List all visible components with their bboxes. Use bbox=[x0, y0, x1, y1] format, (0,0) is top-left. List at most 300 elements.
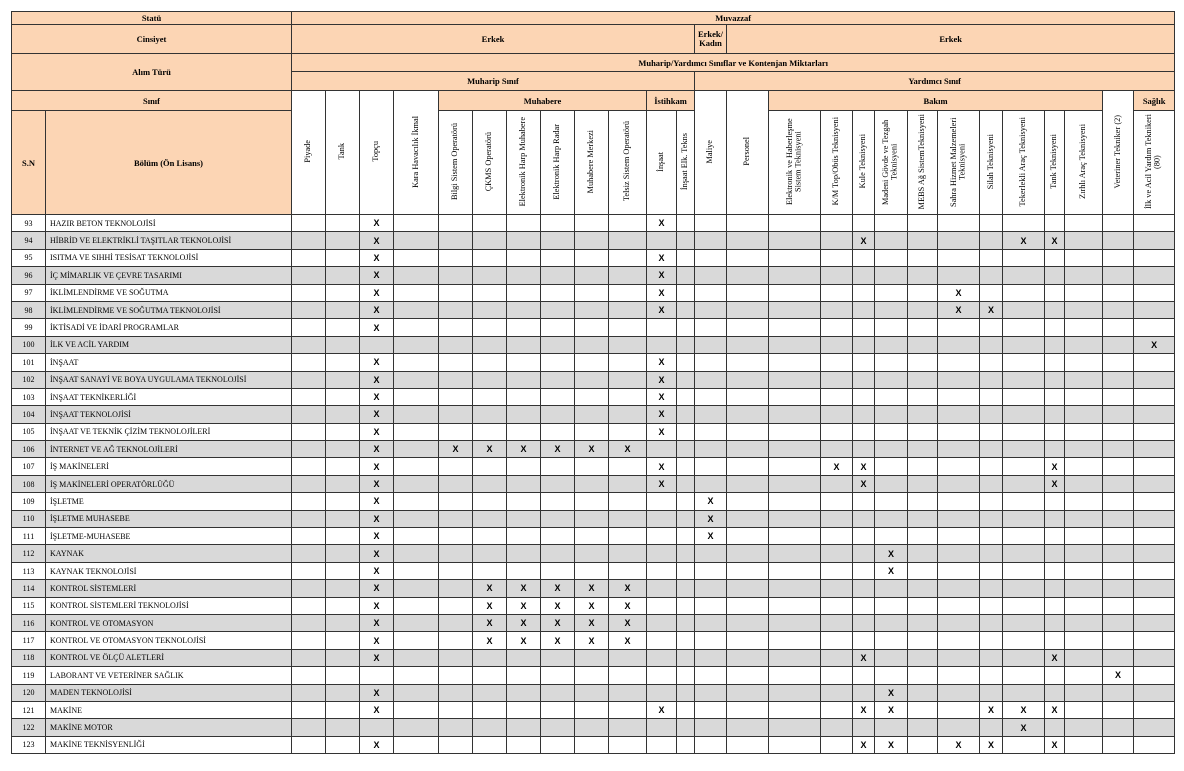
quota-cell bbox=[439, 388, 473, 405]
table-row bbox=[12, 614, 1175, 631]
quota-cell bbox=[394, 510, 439, 527]
quota-cell bbox=[938, 249, 980, 266]
col-header: İlk ve Acil Yardım Teknikeri (80) bbox=[1134, 111, 1175, 215]
quota-cell bbox=[507, 545, 541, 562]
quota-cell: X bbox=[360, 510, 394, 527]
quota-cell bbox=[609, 423, 647, 440]
quota-cell: X bbox=[1134, 336, 1175, 353]
quota-cell bbox=[394, 406, 439, 423]
quota-cell bbox=[326, 545, 360, 562]
quota-cell bbox=[908, 649, 938, 666]
quota-cell bbox=[853, 215, 875, 232]
quota-cell bbox=[875, 336, 908, 353]
quota-cell bbox=[695, 371, 727, 388]
statu-value: Muvazzaf bbox=[292, 12, 1175, 25]
quota-cell bbox=[507, 701, 541, 718]
quota-cell bbox=[541, 701, 575, 718]
row-sn: 107 bbox=[12, 458, 46, 475]
quota-cell bbox=[908, 441, 938, 458]
quota-cell bbox=[769, 232, 821, 249]
quota-cell bbox=[677, 267, 695, 284]
quota-cell bbox=[647, 684, 677, 701]
quota-cell bbox=[875, 614, 908, 631]
quota-cell: X bbox=[360, 632, 394, 649]
sn-header: S.N bbox=[12, 111, 46, 215]
quota-cell bbox=[875, 649, 908, 666]
quota-cell bbox=[980, 580, 1003, 597]
quota-cell bbox=[821, 719, 853, 736]
quota-cell bbox=[821, 406, 853, 423]
quota-cell bbox=[1065, 301, 1103, 318]
quota-cell bbox=[1065, 232, 1103, 249]
quota-cell bbox=[575, 319, 609, 336]
quota-cell bbox=[1065, 475, 1103, 492]
quota-cell: X bbox=[541, 441, 575, 458]
quota-cell bbox=[677, 388, 695, 405]
quota-cell bbox=[1003, 284, 1045, 301]
quota-cell: X bbox=[609, 441, 647, 458]
quota-cell bbox=[439, 684, 473, 701]
quota-cell bbox=[326, 406, 360, 423]
bolum-header: Bölüm (Ön Lisans) bbox=[46, 111, 292, 215]
quota-cell bbox=[439, 232, 473, 249]
quota-cell bbox=[292, 475, 326, 492]
quota-cell bbox=[853, 284, 875, 301]
quota-cell bbox=[821, 597, 853, 614]
quota-cell bbox=[908, 545, 938, 562]
quota-cell bbox=[1003, 371, 1045, 388]
quota-cell bbox=[980, 406, 1003, 423]
quota-cell bbox=[541, 406, 575, 423]
quota-cell: X bbox=[473, 597, 507, 614]
quota-cell bbox=[980, 354, 1003, 371]
quota-cell bbox=[727, 284, 769, 301]
quota-cell bbox=[292, 441, 326, 458]
quota-cell bbox=[980, 458, 1003, 475]
quota-cell bbox=[609, 510, 647, 527]
row-department: İNŞAAT TEKNOLOJİSİ bbox=[46, 406, 292, 423]
quota-cell bbox=[394, 545, 439, 562]
quota-cell bbox=[769, 528, 821, 545]
quota-cell: X bbox=[853, 458, 875, 475]
quota-cell bbox=[1045, 319, 1065, 336]
quota-cell bbox=[677, 301, 695, 318]
quota-cell: X bbox=[1003, 701, 1045, 718]
quota-cell bbox=[853, 441, 875, 458]
table-row bbox=[12, 215, 1175, 232]
quota-cell bbox=[908, 475, 938, 492]
quota-cell bbox=[1003, 267, 1045, 284]
quota-cell: X bbox=[360, 458, 394, 475]
quota-cell: X bbox=[507, 632, 541, 649]
quota-cell: X bbox=[938, 284, 980, 301]
quota-cell bbox=[394, 354, 439, 371]
quota-cell bbox=[1134, 597, 1175, 614]
quota-cell bbox=[1103, 528, 1134, 545]
table-row bbox=[12, 441, 1175, 458]
quota-cell bbox=[575, 719, 609, 736]
quota-cell bbox=[769, 441, 821, 458]
quota-cell bbox=[769, 684, 821, 701]
quota-cell: X bbox=[360, 493, 394, 510]
table-row bbox=[12, 267, 1175, 284]
quota-cell bbox=[938, 423, 980, 440]
quota-cell bbox=[1134, 406, 1175, 423]
quota-cell: X bbox=[647, 301, 677, 318]
quota-cell bbox=[908, 354, 938, 371]
row-department: İNŞAAT VE TEKNİK ÇİZİM TEKNOLOJİLERİ bbox=[46, 423, 292, 440]
quota-cell: X bbox=[875, 684, 908, 701]
quota-cell: X bbox=[473, 614, 507, 631]
quota-cell bbox=[908, 406, 938, 423]
quota-cell: X bbox=[1003, 719, 1045, 736]
quota-cell bbox=[908, 388, 938, 405]
quota-cell bbox=[769, 510, 821, 527]
gender-erkek-kadin: Erkek/ Kadın bbox=[695, 25, 727, 54]
quota-cell bbox=[727, 371, 769, 388]
quota-cell bbox=[695, 667, 727, 684]
col-header: İnşaat Elk. Tekns bbox=[677, 111, 695, 215]
quota-cell bbox=[853, 423, 875, 440]
quota-cell bbox=[677, 528, 695, 545]
quota-cell bbox=[1134, 441, 1175, 458]
quota-cell bbox=[677, 545, 695, 562]
quota-cell: X bbox=[360, 701, 394, 718]
quota-cell: X bbox=[647, 475, 677, 492]
quota-cell bbox=[853, 632, 875, 649]
quota-cell: X bbox=[1045, 736, 1065, 753]
quota-cell bbox=[853, 667, 875, 684]
quota-cell bbox=[541, 736, 575, 753]
quota-cell bbox=[1134, 580, 1175, 597]
table-row bbox=[12, 301, 1175, 318]
quota-cell bbox=[394, 667, 439, 684]
quota-cell bbox=[677, 562, 695, 579]
quota-cell bbox=[769, 354, 821, 371]
quota-cell bbox=[541, 528, 575, 545]
quota-cell bbox=[394, 249, 439, 266]
quota-cell bbox=[507, 649, 541, 666]
quota-cell bbox=[769, 736, 821, 753]
quota-cell bbox=[507, 284, 541, 301]
table-row bbox=[12, 371, 1175, 388]
quota-cell bbox=[908, 319, 938, 336]
quota-cell bbox=[1103, 597, 1134, 614]
quota-cell bbox=[609, 649, 647, 666]
quota-cell bbox=[439, 215, 473, 232]
quota-cell bbox=[727, 649, 769, 666]
quota-cell bbox=[853, 562, 875, 579]
quota-cell bbox=[292, 736, 326, 753]
row-sn: 119 bbox=[12, 667, 46, 684]
quota-cell bbox=[292, 701, 326, 718]
quota-cell bbox=[394, 475, 439, 492]
table-row bbox=[12, 336, 1175, 353]
quota-cell bbox=[938, 267, 980, 284]
col-header: Bilgi Sistem Operatörü bbox=[439, 111, 473, 215]
quota-cell: X bbox=[575, 597, 609, 614]
quota-cell bbox=[938, 580, 980, 597]
quota-cell bbox=[507, 562, 541, 579]
quota-cell: X bbox=[1045, 232, 1065, 249]
row-department: MAKİNE bbox=[46, 701, 292, 718]
quota-cell: X bbox=[360, 371, 394, 388]
col-header: Kara Havacılık İkmal bbox=[394, 91, 439, 215]
quota-cell: X bbox=[875, 701, 908, 718]
quota-cell bbox=[769, 458, 821, 475]
quota-cell bbox=[541, 388, 575, 405]
quota-cell bbox=[541, 249, 575, 266]
quota-cell bbox=[769, 580, 821, 597]
quota-cell bbox=[875, 301, 908, 318]
quota-cell bbox=[439, 371, 473, 388]
quota-cell bbox=[394, 441, 439, 458]
quota-cell bbox=[1065, 545, 1103, 562]
quota-cell bbox=[1134, 614, 1175, 631]
row-sn: 112 bbox=[12, 545, 46, 562]
quota-cell bbox=[647, 736, 677, 753]
quota-cell bbox=[727, 406, 769, 423]
quota-cell bbox=[541, 667, 575, 684]
quota-cell bbox=[727, 388, 769, 405]
quota-cell bbox=[609, 336, 647, 353]
row-sn: 122 bbox=[12, 719, 46, 736]
quota-cell bbox=[647, 597, 677, 614]
quota-cell bbox=[439, 649, 473, 666]
quota-cell bbox=[326, 614, 360, 631]
quota-cell bbox=[292, 423, 326, 440]
quota-cell bbox=[908, 284, 938, 301]
quota-cell bbox=[1103, 562, 1134, 579]
quota-cell bbox=[1045, 336, 1065, 353]
row-sn: 94 bbox=[12, 232, 46, 249]
quota-cell bbox=[1065, 336, 1103, 353]
quota-cell bbox=[507, 510, 541, 527]
table-row bbox=[12, 580, 1175, 597]
quota-cell: X bbox=[695, 493, 727, 510]
quota-cell bbox=[439, 580, 473, 597]
quota-cell: X bbox=[473, 580, 507, 597]
quota-cell bbox=[875, 406, 908, 423]
row-department: KONTROL SİSTEMLERİ bbox=[46, 580, 292, 597]
quota-cell bbox=[1065, 736, 1103, 753]
row-department: İKTİSADİ VE İDARİ PROGRAMLAR bbox=[46, 319, 292, 336]
quota-cell bbox=[1065, 493, 1103, 510]
quota-cell bbox=[908, 597, 938, 614]
quota-cell: X bbox=[647, 423, 677, 440]
quota-cell bbox=[1134, 284, 1175, 301]
quota-cell bbox=[853, 597, 875, 614]
quota-cell bbox=[695, 580, 727, 597]
row-sn: 102 bbox=[12, 371, 46, 388]
quota-cell bbox=[727, 267, 769, 284]
quota-cell bbox=[1103, 632, 1134, 649]
quota-cell bbox=[575, 301, 609, 318]
quota-cell bbox=[394, 719, 439, 736]
quota-cell bbox=[1065, 458, 1103, 475]
quota-cell bbox=[980, 475, 1003, 492]
quota-cell bbox=[938, 528, 980, 545]
row-sn: 113 bbox=[12, 562, 46, 579]
quota-cell bbox=[1045, 249, 1065, 266]
quota-cell bbox=[980, 441, 1003, 458]
quota-cell bbox=[938, 719, 980, 736]
quota-cell bbox=[821, 493, 853, 510]
quota-cell: X bbox=[360, 580, 394, 597]
quota-cell bbox=[1134, 319, 1175, 336]
quota-cell bbox=[439, 667, 473, 684]
quota-cell bbox=[609, 284, 647, 301]
quota-cell bbox=[769, 267, 821, 284]
quota-cell bbox=[575, 528, 609, 545]
quota-cell: X bbox=[1045, 475, 1065, 492]
col-header: Topçu bbox=[360, 91, 394, 215]
quota-cell bbox=[507, 475, 541, 492]
quota-cell bbox=[1003, 684, 1045, 701]
quota-cell bbox=[980, 684, 1003, 701]
quota-cell bbox=[1103, 215, 1134, 232]
quota-cell bbox=[326, 649, 360, 666]
quota-cell bbox=[575, 649, 609, 666]
row-department: İNTERNET VE AĞ TEKNOLOJİLERİ bbox=[46, 441, 292, 458]
quota-cell bbox=[609, 545, 647, 562]
quota-cell bbox=[1103, 545, 1134, 562]
quota-cell bbox=[507, 215, 541, 232]
quota-cell bbox=[1103, 388, 1134, 405]
quota-cell bbox=[938, 215, 980, 232]
quota-cell bbox=[695, 632, 727, 649]
quota-cell: X bbox=[360, 215, 394, 232]
quota-cell bbox=[938, 510, 980, 527]
quota-cell bbox=[1103, 701, 1134, 718]
quota-cell bbox=[821, 301, 853, 318]
quota-cell bbox=[727, 301, 769, 318]
quota-cell bbox=[727, 215, 769, 232]
quota-cell bbox=[938, 441, 980, 458]
quota-cell: X bbox=[647, 284, 677, 301]
quota-cell: X bbox=[853, 736, 875, 753]
quota-cell bbox=[769, 667, 821, 684]
quota-cell bbox=[695, 354, 727, 371]
quota-cell bbox=[853, 319, 875, 336]
row-department: İŞ MAKİNELERİ bbox=[46, 458, 292, 475]
quota-cell bbox=[326, 215, 360, 232]
quota-cell bbox=[1065, 510, 1103, 527]
quota-cell bbox=[1003, 667, 1045, 684]
quota-cell bbox=[875, 267, 908, 284]
quota-cell bbox=[292, 684, 326, 701]
quota-cell bbox=[541, 545, 575, 562]
row-sn: 105 bbox=[12, 423, 46, 440]
quota-cell bbox=[439, 458, 473, 475]
quota-cell bbox=[439, 597, 473, 614]
quota-cell bbox=[821, 684, 853, 701]
quota-cell bbox=[439, 336, 473, 353]
quota-cell bbox=[875, 493, 908, 510]
quota-cell bbox=[1134, 719, 1175, 736]
quota-cell bbox=[938, 388, 980, 405]
quota-cell bbox=[875, 580, 908, 597]
quota-cell bbox=[875, 423, 908, 440]
quota-cell bbox=[292, 232, 326, 249]
quota-cell bbox=[821, 475, 853, 492]
quota-cell: X bbox=[853, 649, 875, 666]
quota-cell bbox=[292, 493, 326, 510]
table-row bbox=[12, 354, 1175, 371]
quota-cell bbox=[326, 371, 360, 388]
quota-cell: X bbox=[439, 441, 473, 458]
quota-cell bbox=[326, 701, 360, 718]
quota-cell bbox=[938, 458, 980, 475]
row-sn: 111 bbox=[12, 528, 46, 545]
quota-cell bbox=[1045, 371, 1065, 388]
quota-cell bbox=[769, 249, 821, 266]
quota-cell bbox=[575, 215, 609, 232]
quota-cell bbox=[326, 319, 360, 336]
quota-cell: X bbox=[647, 701, 677, 718]
quota-cell bbox=[1065, 614, 1103, 631]
quota-cell bbox=[647, 232, 677, 249]
quota-cell: X bbox=[980, 736, 1003, 753]
quota-cell bbox=[695, 614, 727, 631]
col-header: Tank bbox=[326, 91, 360, 215]
quota-cell bbox=[394, 301, 439, 318]
quota-cell bbox=[647, 614, 677, 631]
quota-cell bbox=[507, 267, 541, 284]
col-header: Silah Teknisyeni bbox=[980, 111, 1003, 215]
quota-cell bbox=[507, 493, 541, 510]
quota-cell bbox=[695, 232, 727, 249]
quota-cell bbox=[938, 667, 980, 684]
quota-cell bbox=[821, 562, 853, 579]
quota-cell bbox=[1065, 406, 1103, 423]
quota-cell bbox=[541, 215, 575, 232]
quota-cell bbox=[769, 215, 821, 232]
quota-cell bbox=[507, 336, 541, 353]
quota-cell bbox=[609, 267, 647, 284]
row-sn: 101 bbox=[12, 354, 46, 371]
quota-cell bbox=[980, 719, 1003, 736]
quota-cell bbox=[980, 510, 1003, 527]
row-sn: 95 bbox=[12, 249, 46, 266]
quota-cell bbox=[507, 423, 541, 440]
quota-cell bbox=[875, 249, 908, 266]
quota-cell bbox=[394, 701, 439, 718]
quota-cell: X bbox=[875, 736, 908, 753]
col-header: Veteriner Tekniker (2) bbox=[1103, 91, 1134, 215]
quota-cell bbox=[326, 388, 360, 405]
quota-cell bbox=[908, 267, 938, 284]
quota-cell bbox=[394, 580, 439, 597]
quota-cell bbox=[938, 493, 980, 510]
row-sn: 103 bbox=[12, 388, 46, 405]
quota-cell bbox=[938, 354, 980, 371]
quota-cell bbox=[1134, 632, 1175, 649]
row-sn: 116 bbox=[12, 614, 46, 631]
quota-cell bbox=[647, 441, 677, 458]
quota-cell: X bbox=[647, 371, 677, 388]
quota-cell bbox=[769, 545, 821, 562]
quota-cell bbox=[507, 684, 541, 701]
quota-cell bbox=[1103, 493, 1134, 510]
quota-cell bbox=[292, 632, 326, 649]
row-sn: 123 bbox=[12, 736, 46, 753]
quota-cell bbox=[1134, 701, 1175, 718]
quota-cell: X bbox=[360, 284, 394, 301]
row-sn: 108 bbox=[12, 475, 46, 492]
quota-cell bbox=[439, 736, 473, 753]
quota-cell bbox=[1045, 632, 1065, 649]
